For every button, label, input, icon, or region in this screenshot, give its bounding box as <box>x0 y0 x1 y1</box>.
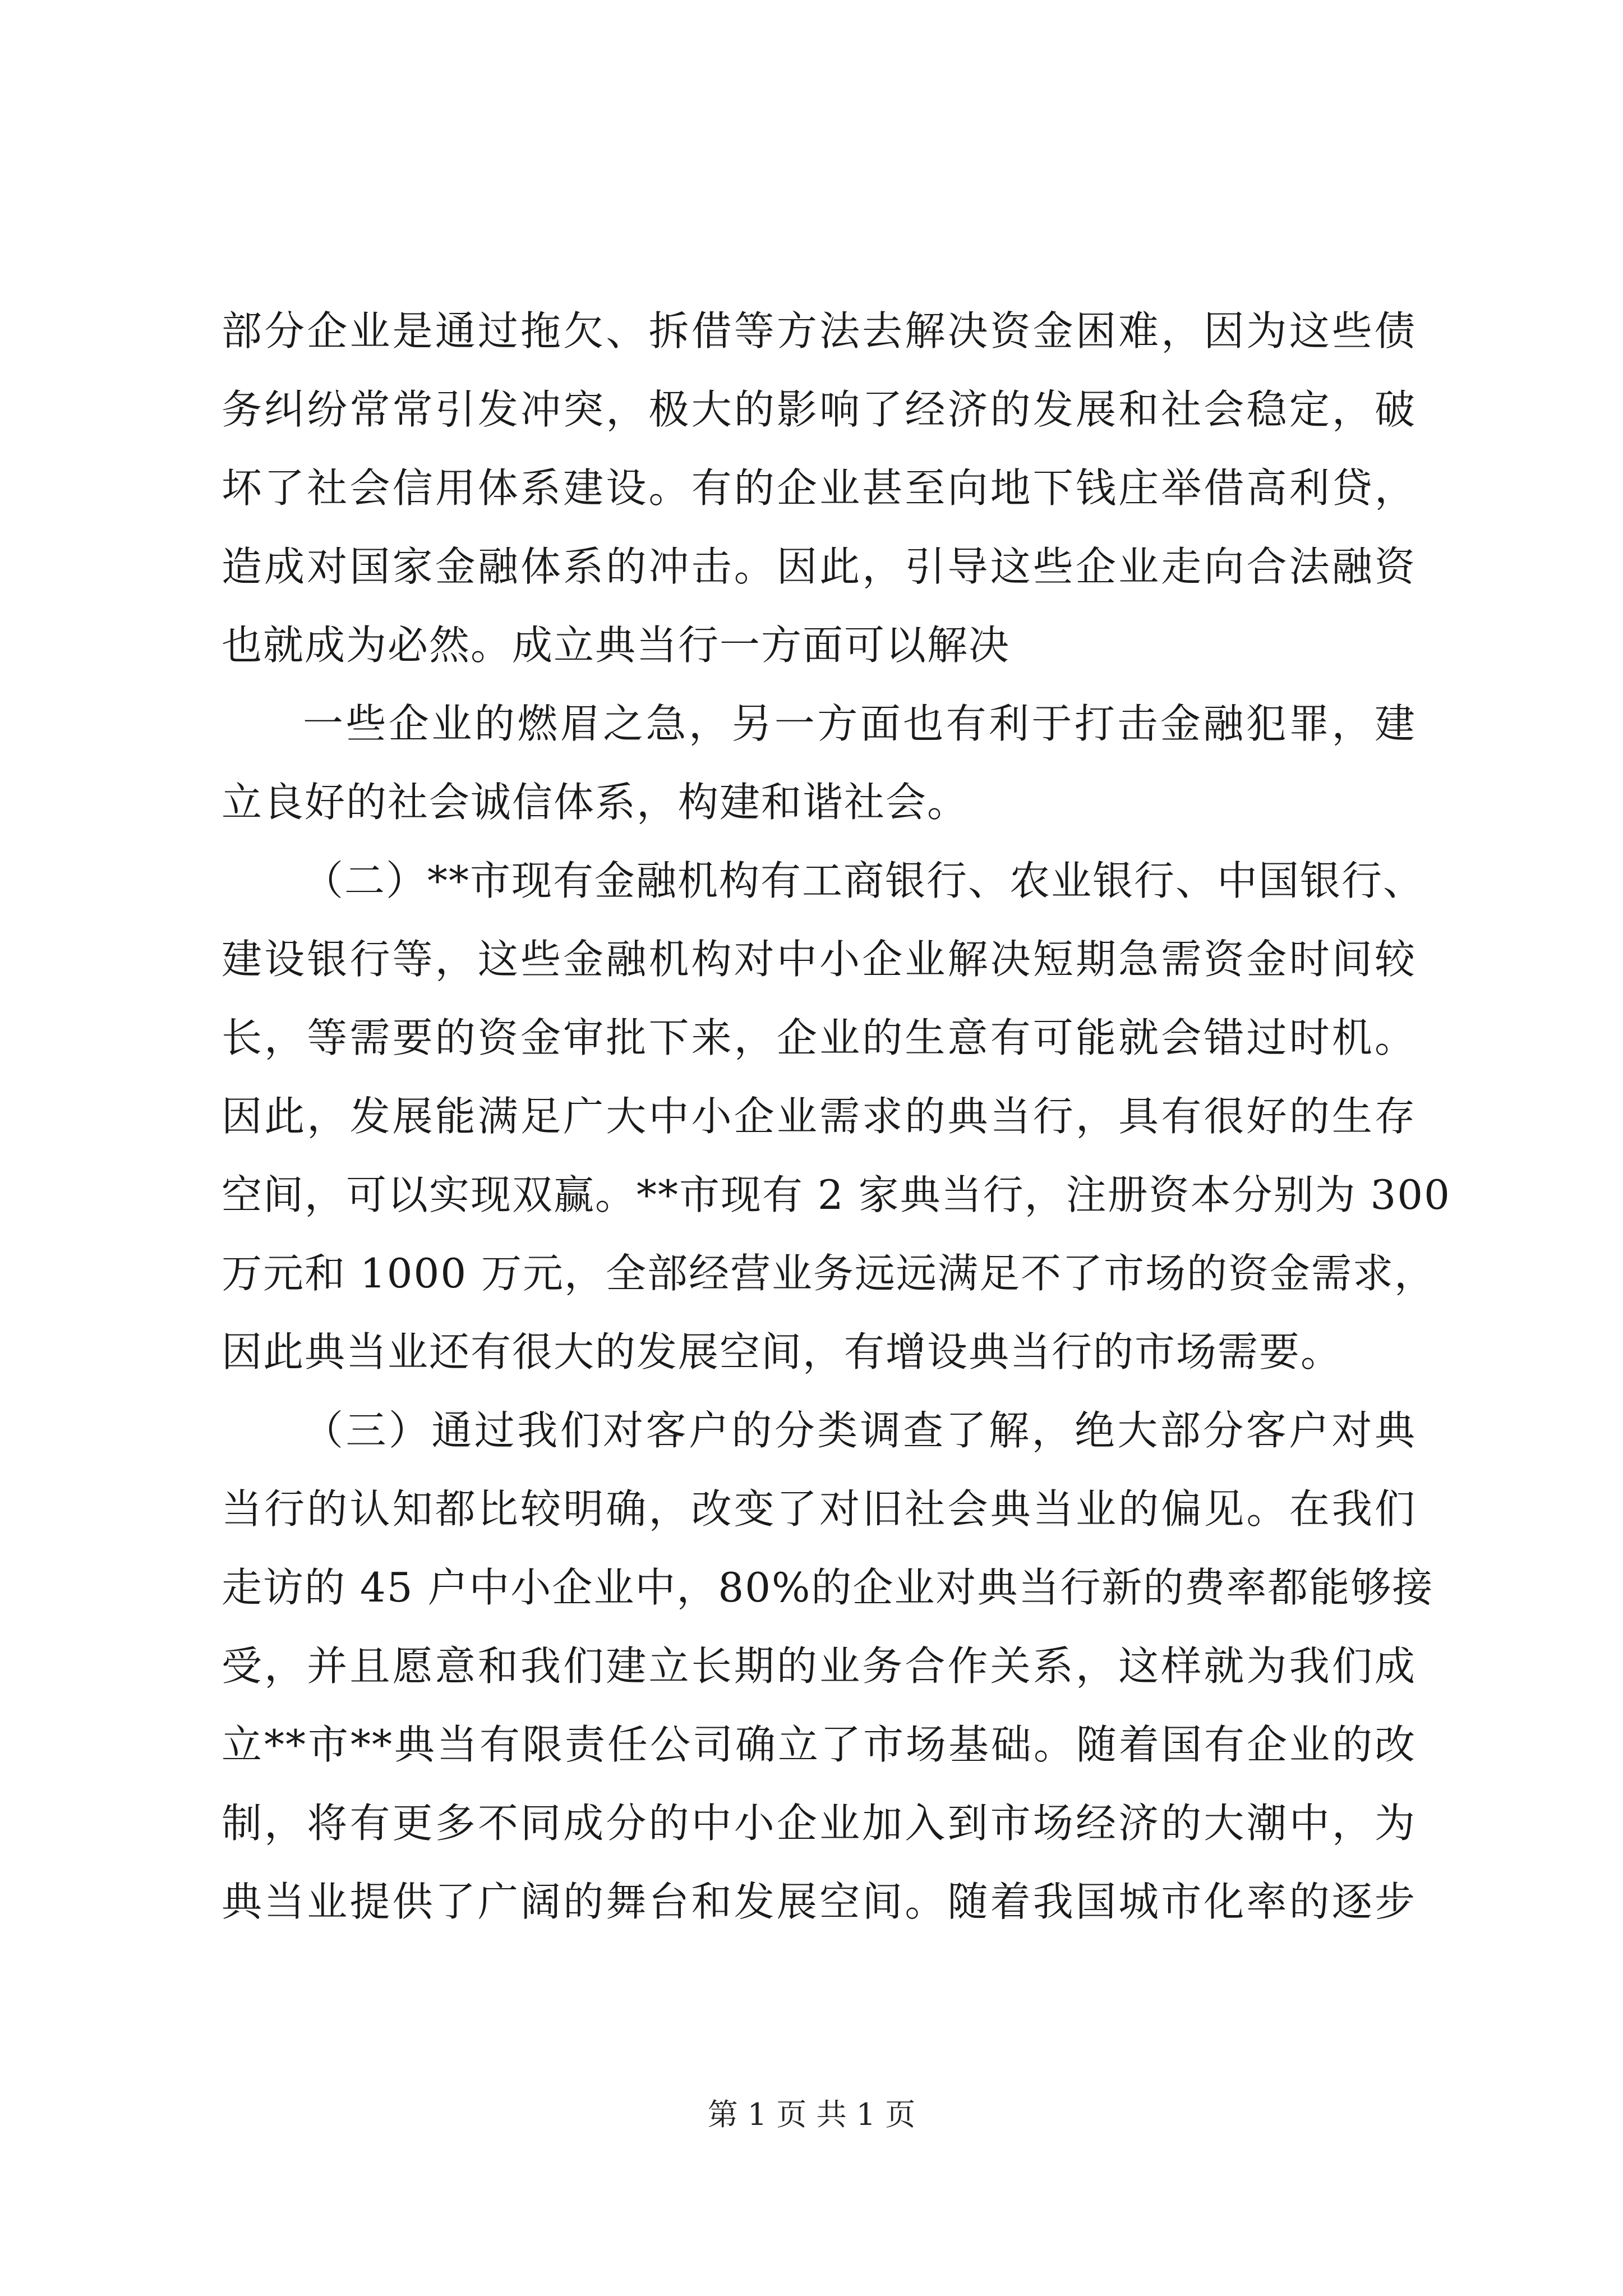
text-line: 务纠纷常常引发冲突，极大的影响了经济的发展和社会稳定，破 <box>222 386 1416 433</box>
text-line: 建设银行等，这些金融机构对中小企业解决短期急需资金时间较 <box>222 936 1416 983</box>
text-line: 受，并且愿意和我们建立长期的业务合作关系，这样就为我们成 <box>222 1642 1416 1690</box>
text-line: 典当业提供了广阔的舞台和发展空间。随着我国城市化率的逐步 <box>222 1878 1416 1925</box>
text-line: 造成对国家金融体系的冲击。因此，引导这些企业走向合法融资 <box>222 543 1416 590</box>
text-line: 一些企业的燃眉之急，另一方面也有利于打击金融犯罪，建 <box>303 700 1416 747</box>
text-line: （二）**市现有金融机构有工商银行、农业银行、中国银行、 <box>303 857 1425 904</box>
text-line: 万元和 1000 万元，全部经营业务远远满足不了市场的资金需求， <box>222 1250 1436 1297</box>
text-line: 制，将有更多不同成分的中小企业加入到市场经济的大潮中，为 <box>222 1800 1416 1847</box>
text-line: 因此典当业还有很大的发展空间，有增设典当行的市场需要。 <box>222 1328 1343 1375</box>
page-footer: 第 1 页 共 1 页 <box>707 2097 916 2132</box>
text-line: 走访的 45 户中小企业中，80%的企业对典当行新的费率都能够接 <box>222 1564 1434 1611</box>
document-body <box>222 292 1451 1941</box>
text-line: 当行的认知都比较明确，改变了对旧社会典当业的偏见。在我们 <box>222 1485 1416 1533</box>
text-line: 部分企业是通过拖欠、拆借等方法去解决资金困难，因为这些债 <box>222 307 1416 355</box>
text-line: 立**市**典当有限责任公司确立了市场基础。随着国有企业的改 <box>222 1721 1416 1768</box>
text-line: 坏了社会信用体系建设。有的企业甚至向地下钱庄举借高利贷， <box>222 464 1416 512</box>
text-line: 因此，发展能满足广大中小企业需求的典当行，具有很好的生存 <box>222 1093 1416 1140</box>
text-line: 立良好的社会诚信体系，构建和谐社会。 <box>222 779 969 826</box>
text-line: （三）通过我们对客户的分类调查了解，绝大部分客户对典 <box>303 1407 1416 1454</box>
text-line: 长，等需要的资金审批下来，企业的生意有可能就会错过时机。 <box>222 1014 1416 1061</box>
text-line: 也就成为必然。成立典当行一方面可以解决 <box>222 622 1011 669</box>
text-line: 空间，可以实现双赢。**市现有 2 家典当行，注册资本分别为 300 <box>222 1171 1451 1218</box>
